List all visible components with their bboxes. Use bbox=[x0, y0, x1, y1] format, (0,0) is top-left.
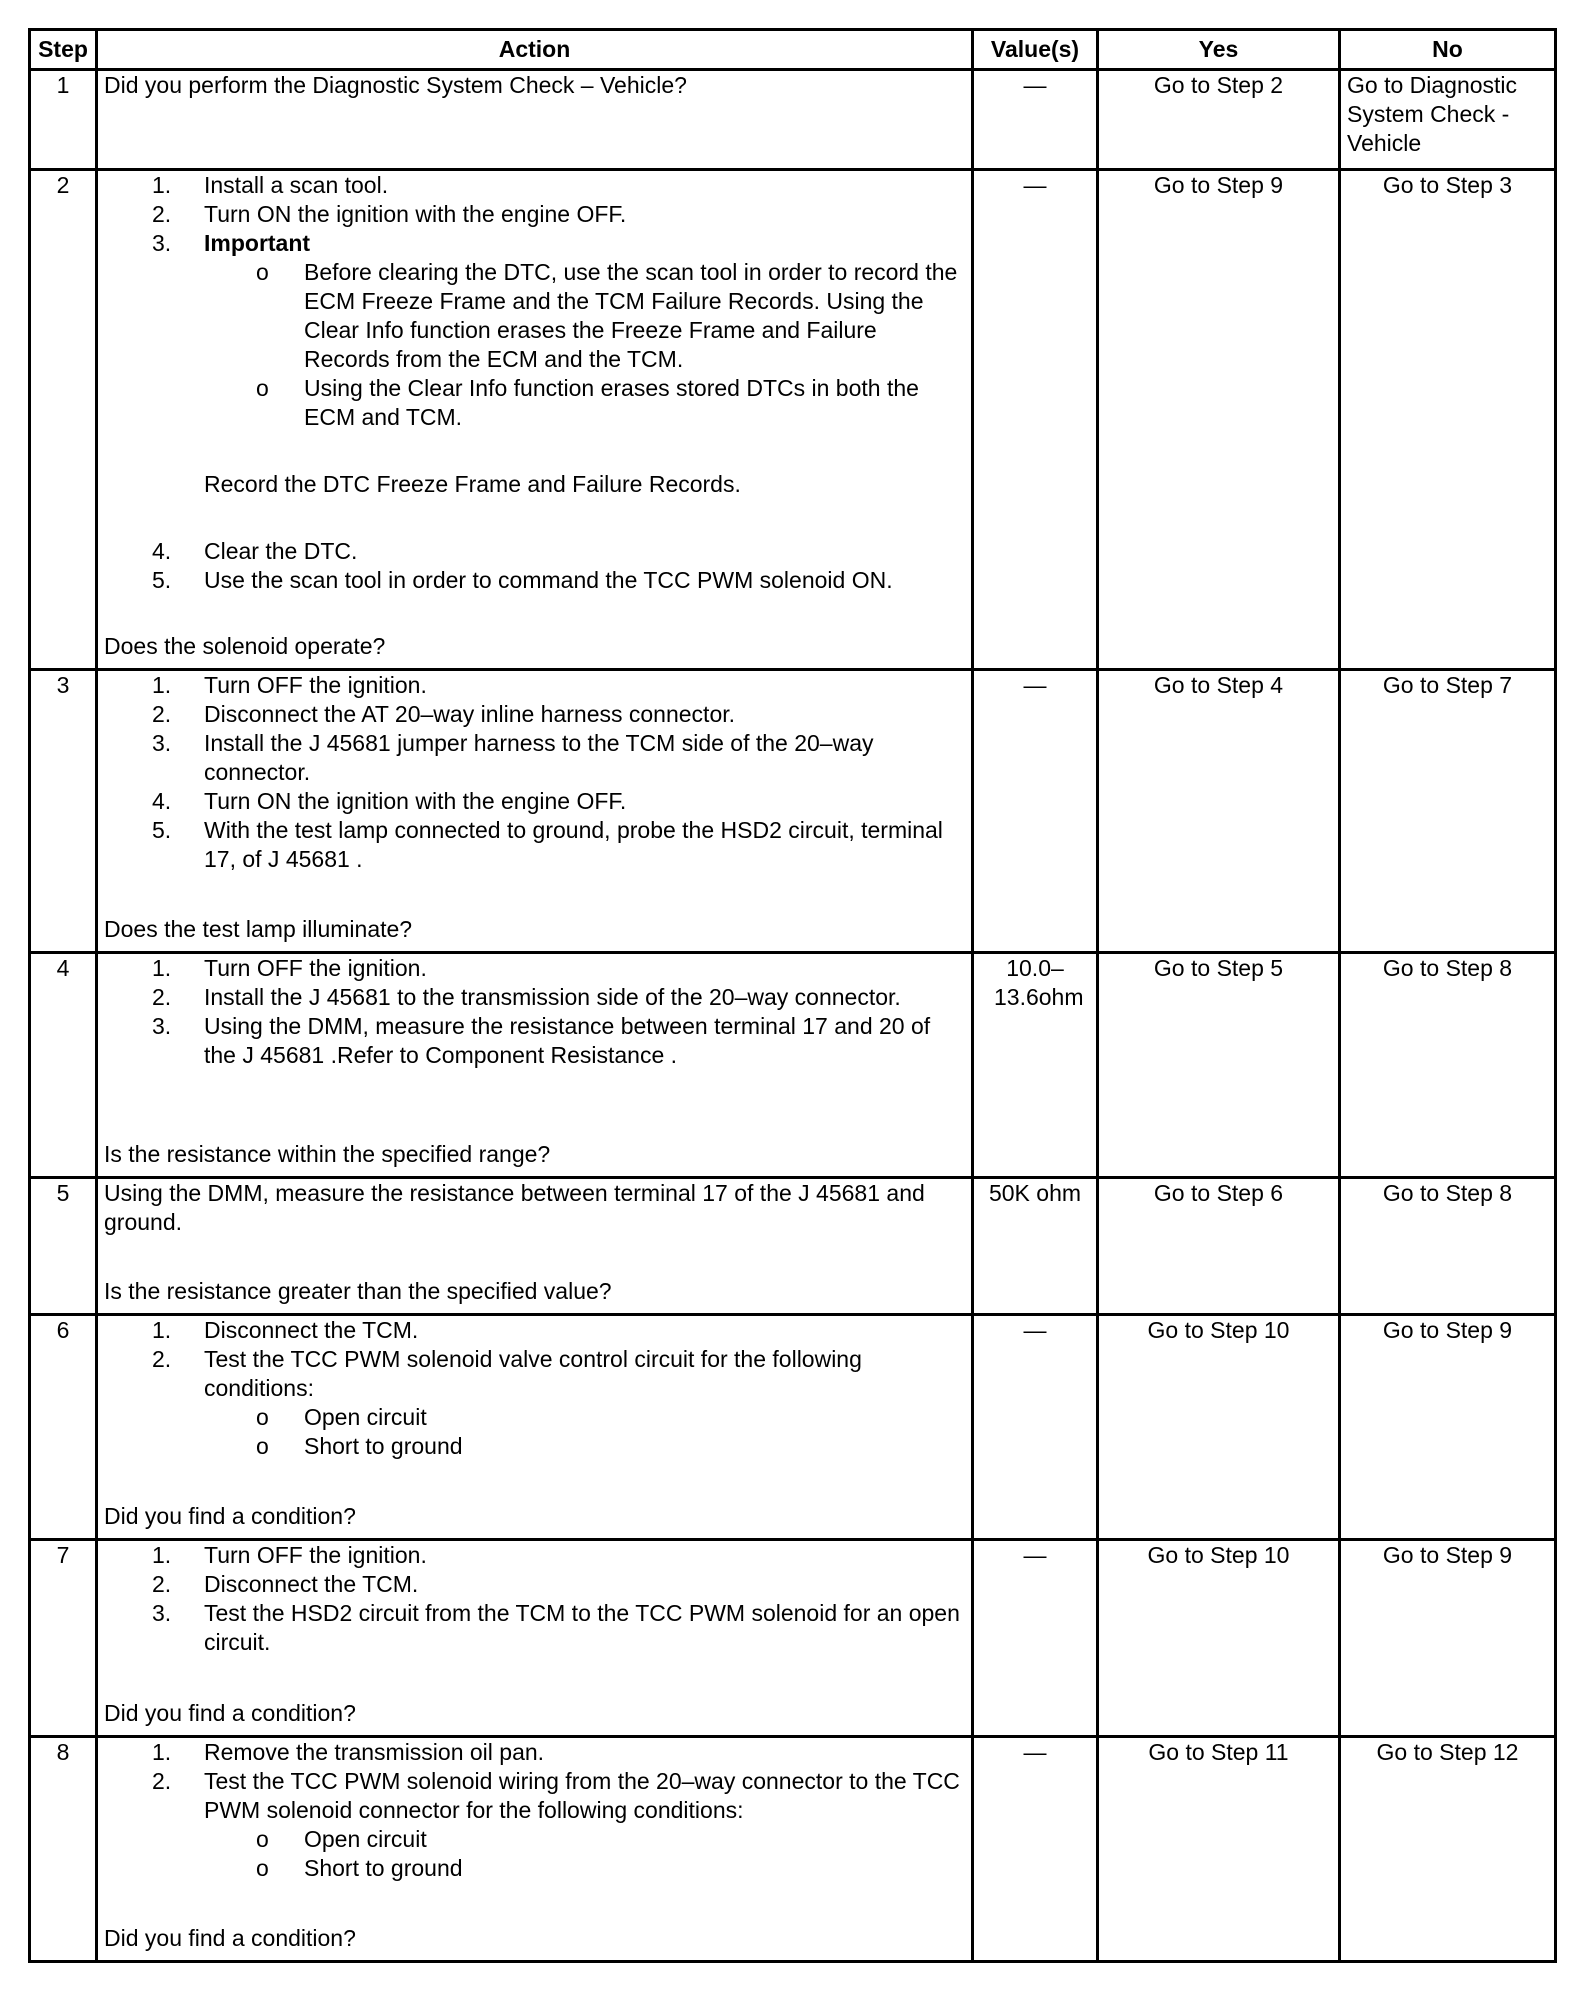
diagnostic-table bbox=[28, 28, 1557, 1963]
sub-list bbox=[204, 258, 965, 432]
sub-list bbox=[204, 1403, 965, 1461]
step-number: 8 bbox=[30, 1737, 97, 1962]
list-item: 1. Disconnect the TCM. bbox=[152, 1317, 419, 1343]
action-intro: Using the DMM, measure the resistance between terminal 17 of the J 45681 and ground. bbox=[104, 1180, 925, 1235]
yes-cell: Go to Step 5 bbox=[1098, 953, 1340, 1178]
step-number: 2 bbox=[30, 170, 97, 670]
step-number: 1 bbox=[30, 70, 97, 170]
action-steps bbox=[104, 1541, 965, 1657]
no-cell: Go to Step 9 bbox=[1340, 1540, 1556, 1737]
header-yes: Yes bbox=[1098, 30, 1340, 70]
action-steps bbox=[104, 671, 965, 874]
step-number: 4 bbox=[30, 953, 97, 1178]
yes-cell: Go to Step 4 bbox=[1098, 670, 1340, 953]
action-question: Does the test lamp illuminate? bbox=[104, 916, 413, 942]
list-item: o Before clearing the DTC, use the scan tool in order to record the ECM Freeze Frame and the TCM Failure Records. Using the Clear Info function erases the Freeze Frame and Failure Records from the ECM and the TCM. bbox=[304, 258, 965, 374]
list-item: 1. Remove the transmission oil pan. bbox=[152, 1739, 545, 1765]
yes-cell: Go to Step 6 bbox=[1098, 1178, 1340, 1315]
action-intro: Did you perform the Diagnostic System Check – Vehicle? bbox=[104, 72, 687, 98]
list-item: 2. Install the J 45681 to the transmission side of the 20–way connector. bbox=[152, 984, 901, 1010]
list-item: 3. Install the J 45681 jumper harness to the TCM side of the 20–way connector. bbox=[152, 730, 874, 785]
table-row bbox=[30, 1315, 1556, 1540]
table-row bbox=[30, 70, 1556, 170]
sub-list bbox=[204, 1825, 965, 1883]
no-cell: Go to Step 3 bbox=[1340, 170, 1556, 670]
action-cell bbox=[97, 1540, 973, 1737]
list-item: o Using the Clear Info function erases stored DTCs in both the ECM and TCM. bbox=[304, 374, 965, 432]
list-item: 5. Use the scan tool in order to command the TCC PWM solenoid ON. bbox=[152, 567, 893, 593]
header-values: Value(s) bbox=[973, 30, 1098, 70]
list-item: 4. Clear the DTC. bbox=[152, 538, 358, 564]
action-steps bbox=[104, 1316, 965, 1461]
yes-cell: Go to Step 11 bbox=[1098, 1737, 1340, 1962]
step-number: 7 bbox=[30, 1540, 97, 1737]
list-item: 3. Test the HSD2 circuit from the TCM to the TCC PWM solenoid for an open circuit. bbox=[152, 1600, 960, 1655]
action-steps bbox=[104, 1738, 965, 1883]
list-item: o Open circuit bbox=[304, 1403, 965, 1432]
table-row bbox=[30, 1737, 1556, 1962]
list-item: 1. Install a scan tool. bbox=[152, 172, 389, 198]
value-cell: — bbox=[973, 1737, 1098, 1962]
no-cell: Go to Step 12 bbox=[1340, 1737, 1556, 1962]
list-item: 2. Test the TCC PWM solenoid valve control circuit for the following conditions: o Open circuit o Short to ground bbox=[204, 1345, 965, 1461]
step-number: 5 bbox=[30, 1178, 97, 1315]
yes-cell: Go to Step 10 bbox=[1098, 1315, 1340, 1540]
value-cell: — bbox=[973, 70, 1098, 170]
action-question: Did you find a condition? bbox=[104, 1925, 356, 1951]
list-item: 3. Using the DMM, measure the resistance between terminal 17 and 20 of the J 45681 .Refer to Component Resistance . bbox=[152, 1013, 931, 1068]
list-item: o Open circuit bbox=[304, 1825, 965, 1854]
table-row bbox=[30, 953, 1556, 1178]
value-cell: 10.0–13.6ohm bbox=[973, 953, 1098, 1178]
action-question: Did you find a condition? bbox=[104, 1700, 356, 1726]
list-item: 3. Important o Before clearing the DTC, use the scan tool in order to record the ECM Freeze Frame and the TCM Failure Records. Using the Clear Info function erases the Freeze Frame and Failure Records from the ECM and the TCM. o Using the Clear Info function erases stored DTCs in both the ECM and TCM. bbox=[204, 229, 965, 432]
value-cell: — bbox=[973, 670, 1098, 953]
list-item: 2. Disconnect the AT 20–way inline harness connector. bbox=[152, 701, 736, 727]
table-row bbox=[30, 1178, 1556, 1315]
header-step: Step bbox=[30, 30, 97, 70]
value-cell: — bbox=[973, 170, 1098, 670]
list-item: 1. Turn OFF the ignition. bbox=[152, 672, 427, 698]
action-note: Record the DTC Freeze Frame and Failure Records. bbox=[204, 471, 741, 497]
action-question: Does the solenoid operate? bbox=[104, 633, 386, 659]
list-item: 4. Turn ON the ignition with the engine OFF. bbox=[152, 788, 627, 814]
no-cell: Go to Step 7 bbox=[1340, 670, 1556, 953]
list-item: o Short to ground bbox=[304, 1432, 965, 1461]
value-cell: — bbox=[973, 1315, 1098, 1540]
yes-cell: Go to Step 9 bbox=[1098, 170, 1340, 670]
action-steps bbox=[104, 171, 965, 432]
no-cell: Go to Diagnostic System Check - Vehicle bbox=[1340, 70, 1556, 170]
action-cell bbox=[97, 1737, 973, 1962]
no-cell: Go to Step 8 bbox=[1340, 1178, 1556, 1315]
table-row bbox=[30, 170, 1556, 670]
yes-cell: Go to Step 2 bbox=[1098, 70, 1340, 170]
action-cell bbox=[97, 170, 973, 670]
step-number: 3 bbox=[30, 670, 97, 953]
action-cell bbox=[97, 670, 973, 953]
action-question: Is the resistance greater than the specified value? bbox=[104, 1278, 612, 1304]
no-cell: Go to Step 8 bbox=[1340, 953, 1556, 1178]
value-cell: — bbox=[973, 1540, 1098, 1737]
action-steps bbox=[104, 537, 965, 595]
header-action: Action bbox=[97, 30, 973, 70]
action-cell bbox=[97, 1178, 973, 1315]
action-cell bbox=[97, 1315, 973, 1540]
table-row bbox=[30, 670, 1556, 953]
list-item: 2. Disconnect the TCM. bbox=[152, 1571, 419, 1597]
step-number: 6 bbox=[30, 1315, 97, 1540]
action-question: Did you find a condition? bbox=[104, 1503, 356, 1529]
table-row bbox=[30, 1540, 1556, 1737]
list-item: 5. With the test lamp connected to ground, probe the HSD2 circuit, terminal 17, of J 45681 . bbox=[152, 817, 943, 872]
header-row bbox=[30, 30, 1556, 70]
list-item: o Short to ground bbox=[304, 1854, 965, 1883]
list-item: 1. Turn OFF the ignition. bbox=[152, 955, 427, 981]
action-cell bbox=[97, 70, 973, 170]
list-item: 2. Turn ON the ignition with the engine OFF. bbox=[152, 201, 627, 227]
action-question: Is the resistance within the specified range? bbox=[104, 1141, 551, 1167]
list-item: 2. Test the TCC PWM solenoid wiring from the 20–way connector to the TCC PWM solenoid connector for the following conditions: o Open circuit o Short to ground bbox=[204, 1767, 965, 1883]
no-cell: Go to Step 9 bbox=[1340, 1315, 1556, 1540]
value-cell: 50K ohm bbox=[973, 1178, 1098, 1315]
list-item: 1. Turn OFF the ignition. bbox=[152, 1542, 427, 1568]
action-cell bbox=[97, 953, 973, 1178]
header-no: No bbox=[1340, 30, 1556, 70]
yes-cell: Go to Step 10 bbox=[1098, 1540, 1340, 1737]
action-steps bbox=[104, 954, 965, 1070]
